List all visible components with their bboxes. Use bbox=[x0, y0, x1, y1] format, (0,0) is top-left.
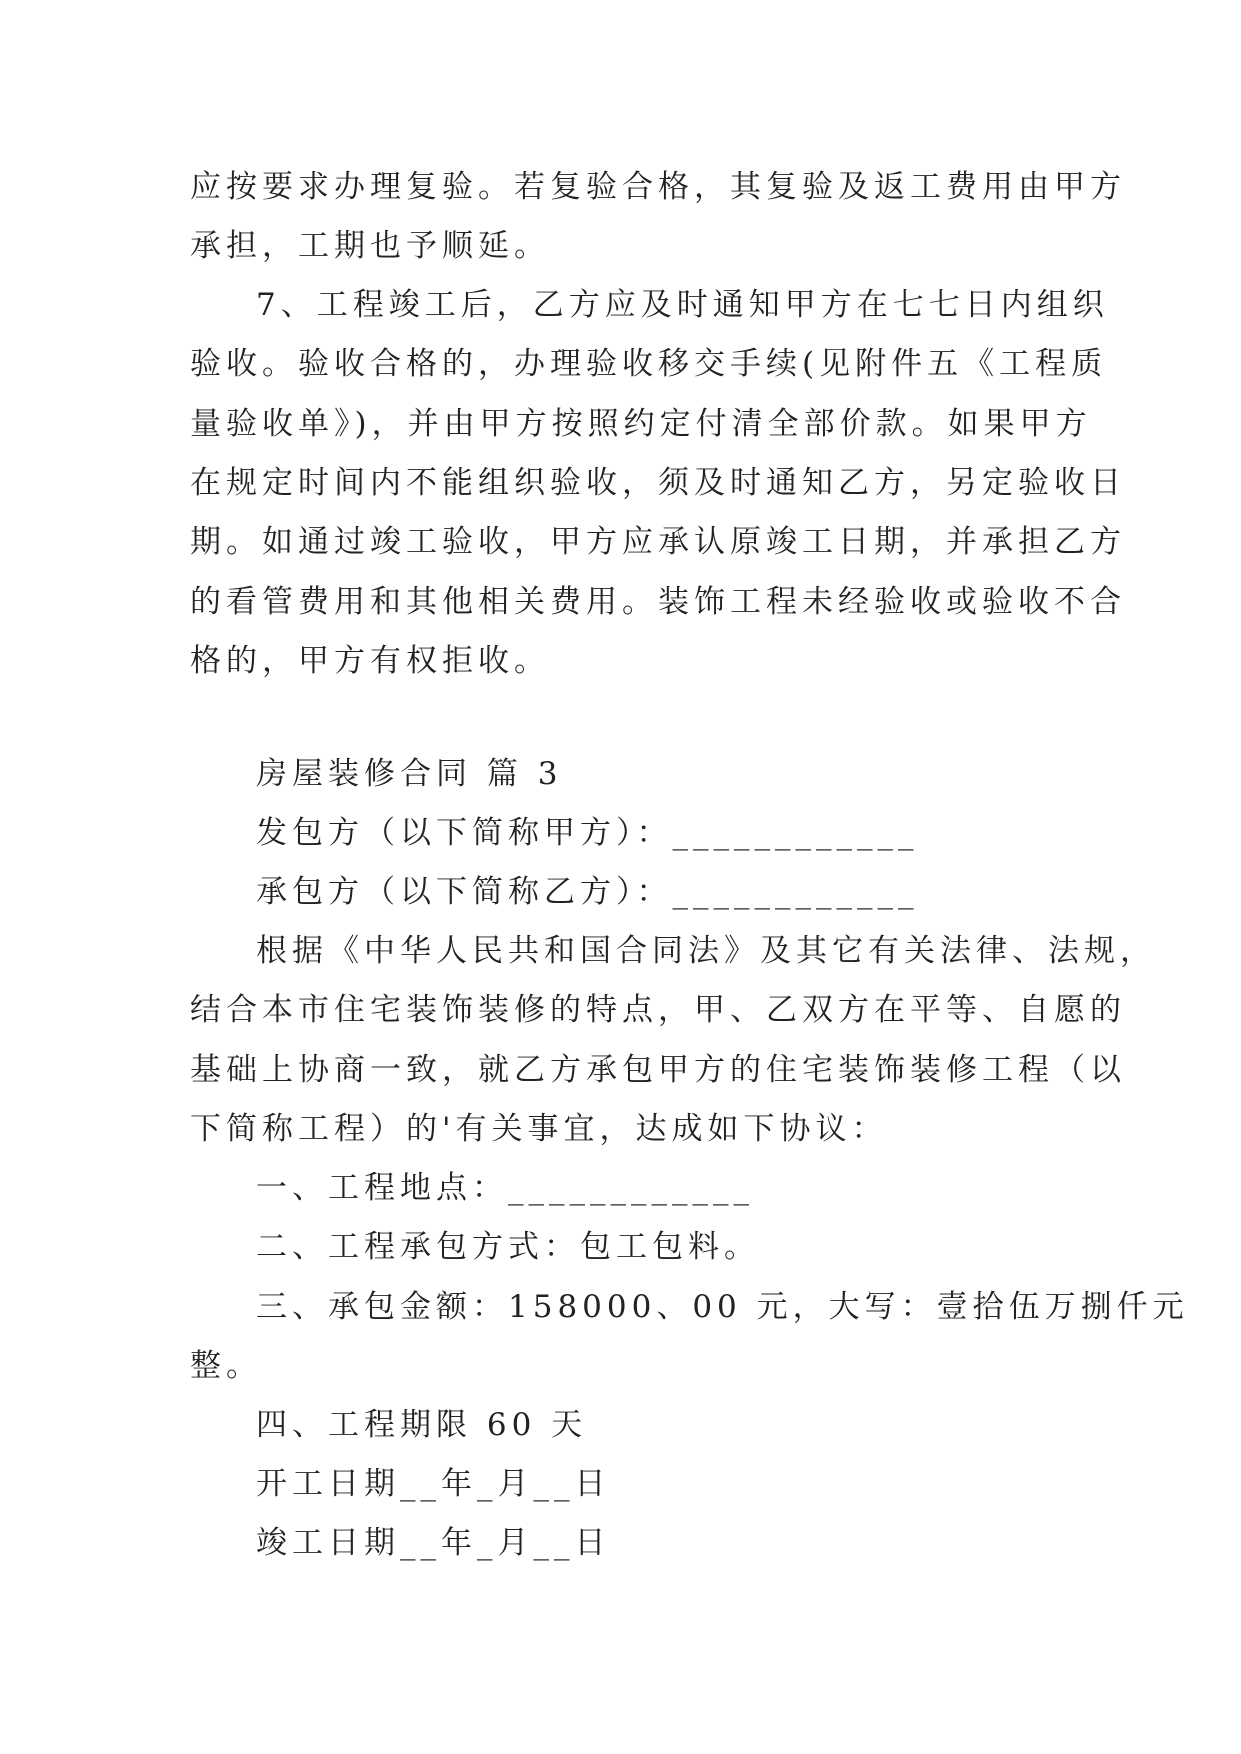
text-line: 7、工程竣工后，乙方应及时通知甲方在七七日内组织 bbox=[256, 287, 1109, 323]
text-line: 的看管费用和其他相关费用。装饰工程未经验收或验收不合 bbox=[190, 584, 1126, 620]
text-line: 结合本市住宅装饰装修的特点，甲、乙双方在平等、自愿的 bbox=[190, 992, 1126, 1028]
text-line: 整。 bbox=[190, 1348, 262, 1384]
text-line: 期。如通过竣工验收，甲方应承认原竣工日期，并承担乙方 bbox=[190, 524, 1126, 560]
text-line: 下简称工程）的'有关事宜，达成如下协议： bbox=[190, 1111, 888, 1147]
text-line: 一、工程地点：____________ bbox=[256, 1170, 754, 1206]
text-line: 开工日期__年_月__日 bbox=[256, 1466, 611, 1502]
section-title: 房屋装修合同 篇 3 bbox=[256, 756, 563, 792]
text-line: 三、承包金额：158000、00 元，大写：壹拾伍万捌仟元 bbox=[256, 1289, 1189, 1325]
text-line: 二、工程承包方式：包工包料。 bbox=[256, 1229, 760, 1265]
text-line: 在规定时间内不能组织验收，须及时通知乙方，另定验收日 bbox=[190, 465, 1126, 501]
text-line: 承包方（以下简称乙方）：____________ bbox=[256, 874, 919, 910]
text-line: 根据《中华人民共和国合同法》及其它有关法律、法规， bbox=[256, 933, 1156, 969]
text-line: 量验收单》)，并由甲方按照约定付清全部价款。如果甲方 bbox=[190, 406, 1092, 442]
text-line: 验收。验收合格的，办理验收移交手续(见附件五《工程质 bbox=[190, 346, 1108, 382]
text-line: 发包方（以下简称甲方）：____________ bbox=[256, 815, 919, 851]
text-line: 格的，甲方有权拒收。 bbox=[190, 643, 550, 679]
text-line: 基础上协商一致，就乙方承包甲方的住宅装饰装修工程（以 bbox=[190, 1052, 1126, 1088]
text-line: 竣工日期__年_月__日 bbox=[256, 1525, 611, 1561]
text-line: 应按要求办理复验。若复验合格，其复验及返工费用由甲方 bbox=[190, 169, 1126, 205]
text-line: 四、工程期限 60 天 bbox=[256, 1407, 588, 1443]
text-line: 承担，工期也予顺延。 bbox=[190, 228, 550, 264]
